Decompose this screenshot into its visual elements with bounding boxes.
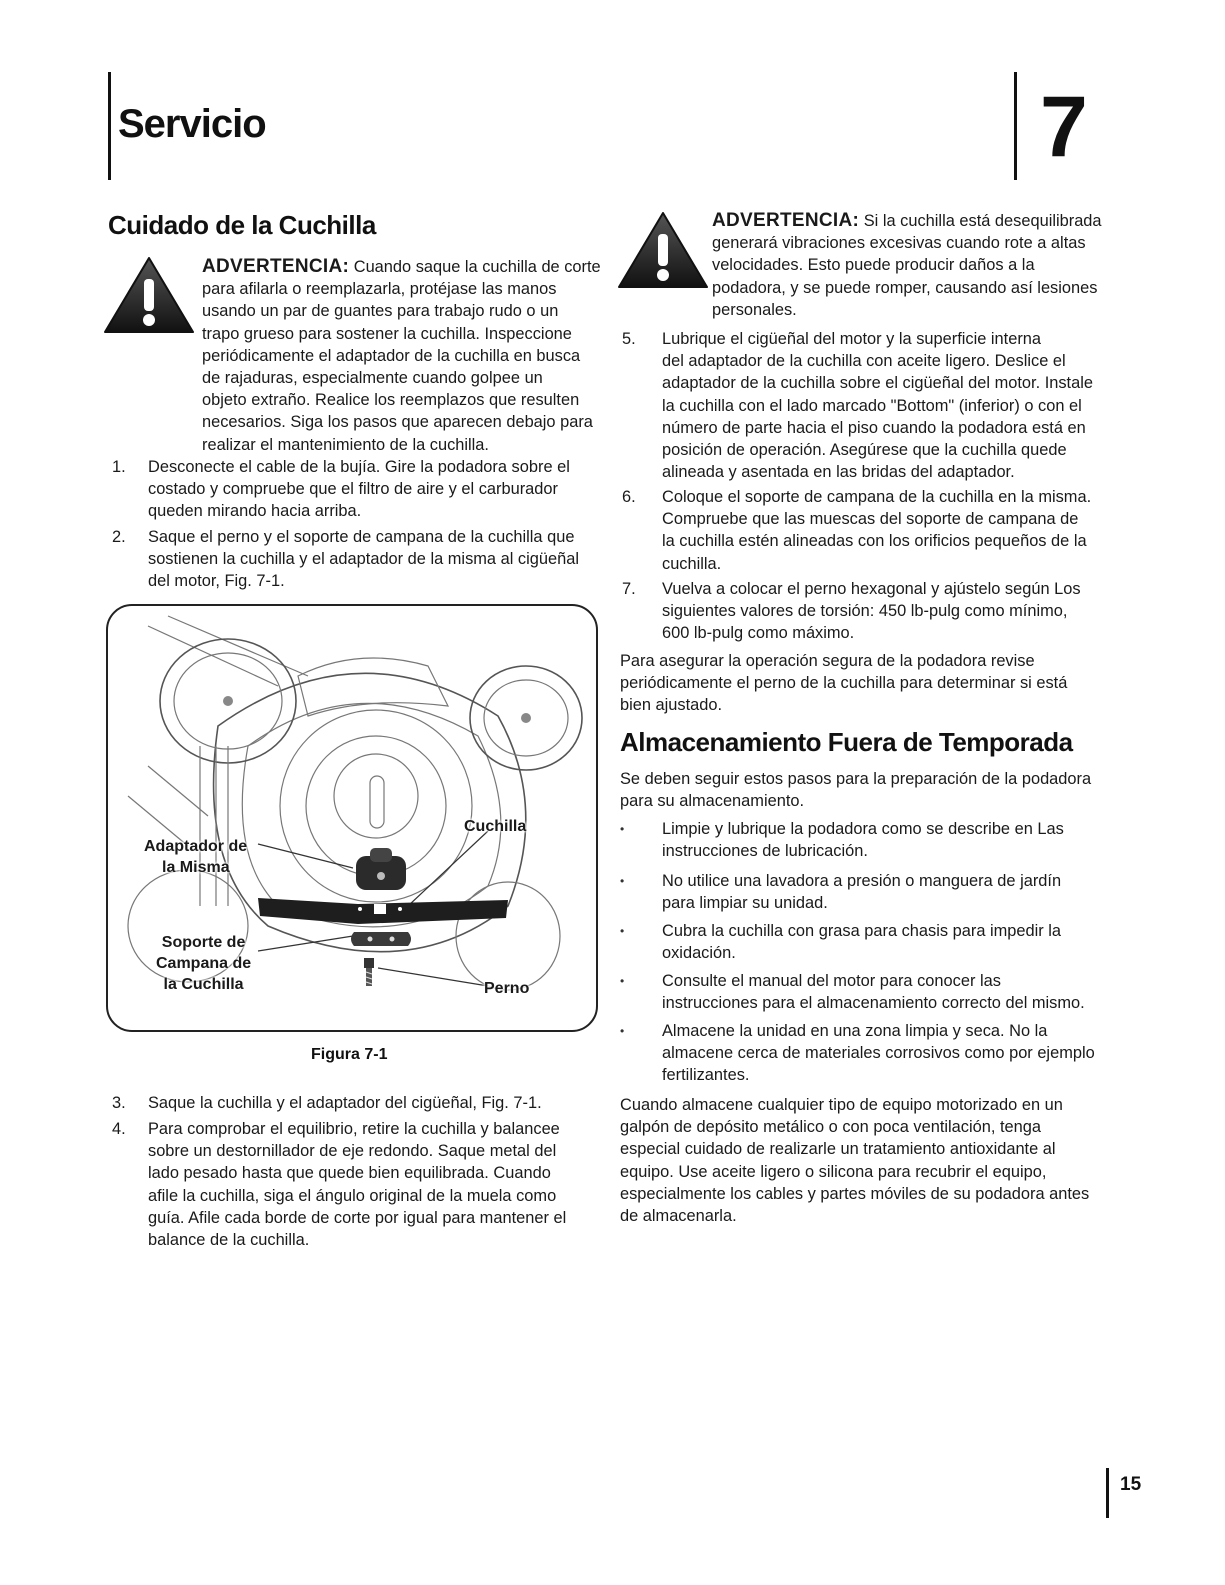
callout-adapter: Adaptador de la Misma	[144, 838, 248, 876]
callout-bolt: Perno	[484, 980, 530, 997]
warning-line: objeto extraño. Realice los reemplazos que resulten	[202, 391, 580, 410]
header-rule-left	[108, 72, 111, 180]
step-number: 2.	[112, 528, 126, 546]
section-title-blade-care: Cuidado de la Cuchilla	[108, 210, 376, 240]
section-title-storage: Almacenamiento Fuera de Temporada	[620, 727, 1073, 757]
warning-heading: ADVERTENCIA:	[202, 256, 350, 277]
page-title: Servicio	[118, 102, 266, 146]
callout-blade: Cuchilla	[464, 818, 527, 835]
warning-text-right	[712, 210, 1112, 321]
step-text: Lubrique el cigüeñal del motor y la superficie interna del adaptador de la cuchilla con aceite ligero. Deslice el adaptador de la cuchilla sobre el cigüeñal del motor. Instale la cuchilla con el lado marcado "Bottom" (inferior) o con el número de parte hacia el piso cuando la podadora está en posición de operación. Asegúrese que la cuchilla quede alineada y asentada en las bridas del adaptador.	[662, 330, 1093, 482]
warning-line: trapo grueso para sostener la cuchilla. Inspeccione	[202, 324, 572, 343]
list-item: Limpie y lubrique la podadora como se describe en Las instrucciones de lubricación.	[662, 820, 1064, 861]
step-text: Desconecte el cable de la bujía. Gire la podadora sobre el costado y compruebe que el filtro de aire y el carburador queden mirando hacia arriba.	[148, 458, 570, 521]
warning-line: generará vibraciones excesivas cuando rote a altas	[712, 234, 1086, 253]
warning-heading: ADVERTENCIA:	[712, 210, 860, 231]
callout-bell-support: Soporte de Campana de la Cuchilla	[156, 934, 252, 993]
bullet-dot: •	[620, 924, 625, 938]
bullet-dot: •	[620, 974, 625, 988]
footer-rule	[1106, 1468, 1109, 1518]
bullet-dot: •	[620, 1024, 625, 1038]
list-item: Cubra la cuchilla con grasa para chasis para impedir la oxidación.	[662, 922, 1062, 963]
step-number: 4.	[112, 1120, 126, 1138]
figure-7-1	[106, 604, 598, 1032]
page-number: 15	[1120, 1474, 1142, 1495]
list-item: No utilice una lavadora a presión o manguera de jardín para limpiar su unidad.	[662, 872, 1062, 913]
warning-line: de rajaduras, especialmente cuando golpee un	[202, 369, 543, 388]
storage-closing: Cuando almacene cualquier tipo de equipo motorizado en un galpón de depósito metálico o con poca ventilación, tenga especial cuidado de realizarle un tratamiento antioxidante al equipo. Use aceite ligero o silicona para recubrir el equipo, especialmente los cables y partes móviles de su podadora antes de almacenarla.	[620, 1096, 1090, 1226]
warning-text-left	[202, 256, 602, 456]
warning-triangle-icon	[616, 210, 710, 290]
warning-line: Si la cuchilla está desequilibrada	[863, 212, 1102, 230]
step-number: 5.	[622, 330, 636, 348]
warning-line: podadora, y se puede romper, causando así lesiones	[712, 278, 1098, 297]
header-rule-right	[1014, 72, 1017, 180]
list-item: Consulte el manual del motor para conocer las instrucciones para el almacenamiento correcto del mismo.	[662, 972, 1085, 1013]
warning-line: personales.	[712, 300, 797, 319]
list-item: Almacene la unidad en una zona limpia y seca. No la almacene cerca de materiales corrosivos como por ejemplo fertilizantes.	[662, 1022, 1095, 1085]
warning-line: necesarios. Siga los pasos que aparecen debajo para	[202, 413, 593, 432]
warning-line: periódicamente el adaptador de la cuchilla en busca	[202, 346, 581, 365]
warning-line: usando un par de guantes para trabajo rudo o un	[202, 302, 559, 321]
step-number: 1.	[112, 458, 126, 476]
step-text: Para comprobar el equilibrio, retire la cuchilla y balancee sobre un destornillador de eje redondo. Saque metal del lado pesado hasta que quede bien equilibrada. Cuando afile la cuchilla, siga el ángulo original de la muela como guía. Afile cada borde de corte por igual para mantener el balance de la cuchilla.	[148, 1120, 567, 1250]
warning-line: Cuando saque la cuchilla de corte	[353, 258, 601, 276]
figure-caption: Figura 7-1	[311, 1046, 388, 1063]
paragraph-check-bolt: Para asegurar la operación segura de la podadora revise periódicamente el perno de la cuchilla para determinar si está bien ajustado.	[620, 652, 1068, 715]
step-text: Vuelva a colocar el perno hexagonal y ajústelo según Los siguientes valores de torsión: 450 lb-pulg como mínimo, 600 lb-pulg como máximo.	[662, 580, 1081, 643]
step-text: Saque la cuchilla y el adaptador del cigüeñal, Fig. 7-1.	[148, 1094, 542, 1112]
step-number: 7.	[622, 580, 636, 598]
step-text: Saque el perno y el soporte de campana de la cuchilla que sostienen la cuchilla y el adaptador de la misma al cigüeñal del motor, Fig. 7-1.	[148, 528, 579, 591]
step-number: 6.	[622, 488, 636, 506]
bullet-dot: •	[620, 874, 625, 888]
warning-triangle-icon	[102, 255, 196, 335]
warning-line: para afilarla o reemplazarla, protéjase las manos	[202, 280, 557, 299]
storage-intro: Se deben seguir estos pasos para la preparación de la podadora para su almacenamiento.	[620, 770, 1092, 811]
warning-line: realizar el mantenimiento de la cuchilla.	[202, 435, 489, 454]
step-text: Coloque el soporte de campana de la cuchilla en la misma. Compruebe que las muescas del soporte de campana de la cuchilla estén alineadas con los orificios pequeños de la cuchilla.	[662, 488, 1092, 573]
chapter-number: 7	[1040, 79, 1088, 175]
bullet-dot: •	[620, 822, 625, 836]
step-number: 3.	[112, 1094, 126, 1112]
warning-line: velocidades. Esto puede producir daños a la	[712, 256, 1035, 275]
